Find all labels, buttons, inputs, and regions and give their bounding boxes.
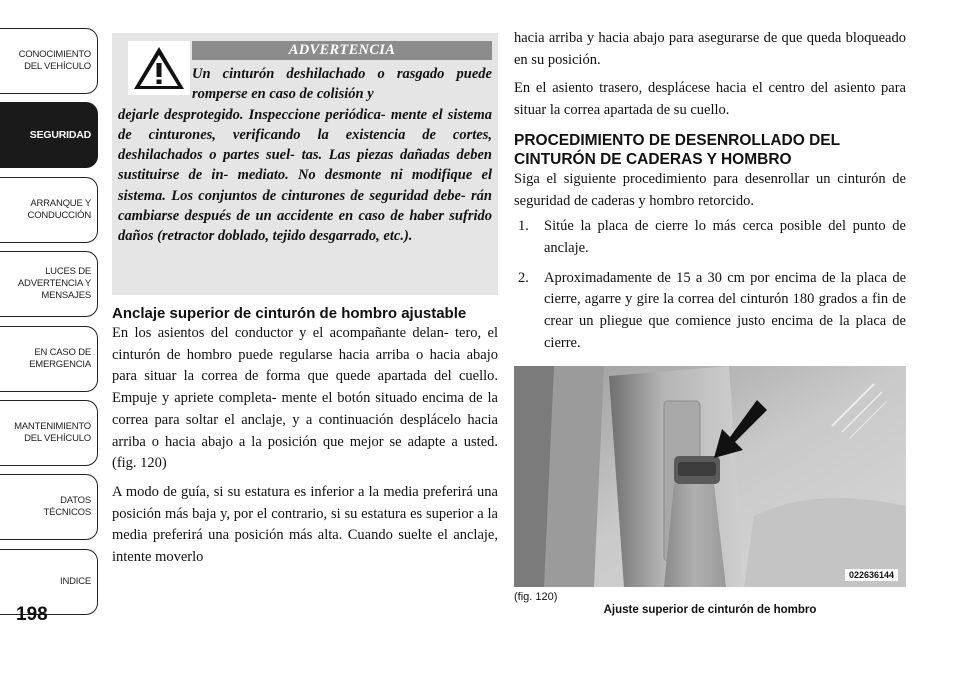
step-text: Aproximadamente de 15 a 30 cm por encima de la placa de cierre, agarre y gire la correa del cinturón 180 grados a fin de crear un pliegue que comience justo encima de la placa de cierre.	[544, 269, 906, 351]
tab-label: MANTENIMIENTO DEL VEHÍCULO	[14, 420, 91, 444]
warning-text-first: Un cinturón deshilachado o rasgado puede romperse en caso de colisión y	[192, 66, 492, 103]
body-paragraph: A modo de guía, si su estatura es inferior a la media preferirá una posición más baja y, por el contrario, si su estatura es superior a la media preferirá una posición más alta. Cuando suelte el anclaje, intente moverlo	[112, 483, 498, 566]
body-paragraph: En los asientos del conductor y el acompañante delan- tero, el cinturón de hombro puede regularse hacia arriba o hacia abajo para situar la correa de forma que quede apartada del cuello. Empuje y apriete completa- mente el botón situado encima de la correa para soltar el anclaje, y a continuación desplácelo hacia arriba o hacia abajo a la posición que mejor se adapte a usted. (fig. 120)	[112, 325, 498, 472]
warning-triangle-icon	[128, 41, 190, 95]
tab-datos-tecnicos[interactable]	[0, 474, 98, 540]
chapter-tabs	[0, 28, 98, 623]
figure-caption: Ajuste superior de cinturón de hombro	[603, 604, 817, 617]
figure-reference: (fig. 120)	[514, 591, 558, 604]
warning-box	[112, 33, 498, 295]
body-paragraph: En el asiento trasero, desplácese hacia el centro del asiento para situar la correa apartada de su cuello.	[514, 80, 906, 119]
tab-label: SEGURIDAD	[29, 129, 91, 142]
page-number: 198	[16, 604, 48, 625]
tab-en-caso-de-emergencia[interactable]	[0, 326, 98, 392]
list-item	[514, 216, 906, 259]
right-column	[514, 28, 906, 616]
tab-conocimiento-del-vehiculo[interactable]	[0, 28, 98, 94]
section-subheading: Anclaje superior de cinturón de hombro ajustable	[112, 305, 467, 322]
figure-code: 022636144	[845, 569, 898, 581]
figure-seatbelt-anchor	[514, 366, 906, 587]
tab-label: INDICE	[60, 575, 91, 587]
body-paragraph: Siga el siguiente procedimiento para desenrollar un cinturón de seguridad de caderas y hombro retorcido.	[514, 170, 906, 209]
warning-header: ADVERTENCIA	[192, 41, 492, 60]
tab-label: ARRANQUE Y CONDUCCIÓN	[27, 197, 91, 221]
step-text: Sitúe la placa de cierre lo más cerca posible del punto de anclaje.	[544, 218, 906, 256]
body-paragraph: hacia arriba y hacia abajo para asegurarse de que queda bloqueado en su posición.	[514, 30, 906, 68]
step-number: 1.	[518, 218, 529, 235]
tab-luces-de-advertencia[interactable]	[0, 251, 98, 317]
tab-seguridad[interactable]	[0, 102, 98, 168]
section-heading: PROCEDIMIENTO DE DESENROLLADO DEL CINTURÓN DE CADERAS Y HOMBRO	[514, 131, 840, 168]
tab-indice[interactable]	[0, 549, 98, 615]
tab-arranque-y-conduccion[interactable]	[0, 177, 98, 243]
tab-label: DATOS TÉCNICOS	[43, 495, 91, 519]
left-column	[112, 33, 498, 569]
seatbelt-anchor-illustration	[514, 366, 906, 587]
list-item	[514, 268, 906, 355]
tab-label: CONOCIMIENTO DEL VEHÍCULO	[18, 49, 91, 72]
steps-list	[514, 216, 906, 354]
step-number: 2.	[518, 269, 529, 286]
tab-label: LUCES DE ADVERTENCIA Y MENSAJES	[17, 266, 91, 302]
tab-mantenimiento-del-vehiculo[interactable]	[0, 400, 98, 466]
tab-label: EN CASO DE EMERGENCIA	[29, 346, 91, 370]
warning-text: dejarle desprotegido. Inspeccione periódica- mente el sistema de cinturones, verificando la existencia de cortes, deshilachados o partes suel- tas. Las piezas dañadas deben sustituirse de in- mediato. No desmonte ni modifique el sistema. Los conjuntos de cinturones de seguridad debe- rán cambiarse después de un accidente en caso de haber sufrido daños (retractor doblado, tejido desgarrado, etc.).	[118, 106, 492, 245]
